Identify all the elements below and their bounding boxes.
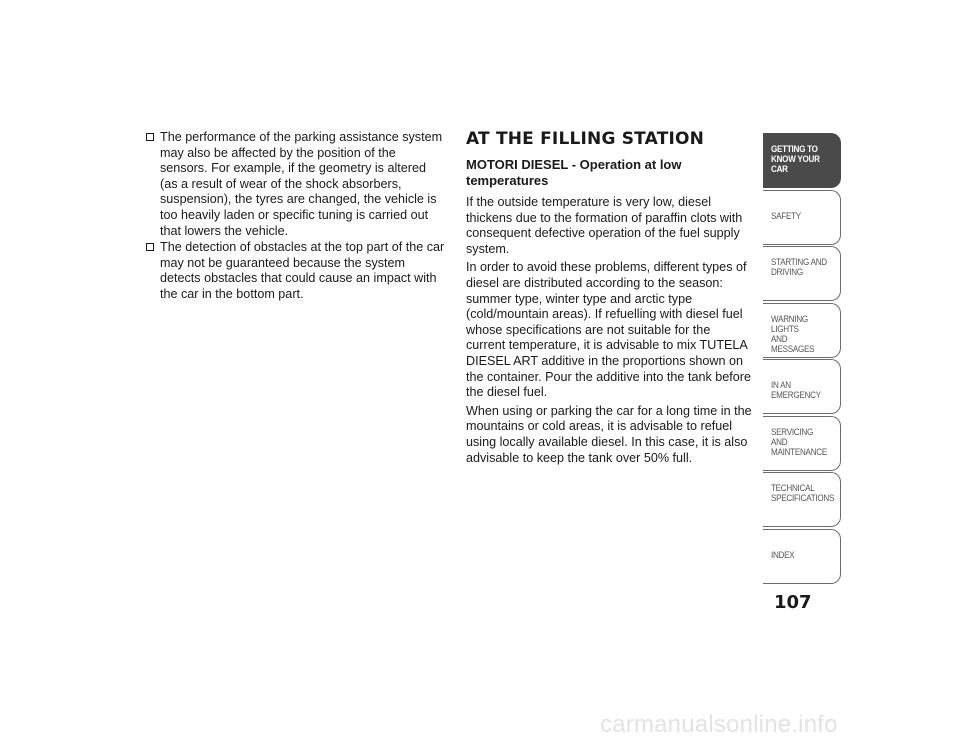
bullet-text: The detection of obstacles at the top part of the car may not be guaranteed because the system detects obstacles that could cause an impact with the car in the bottom part. [160,240,445,301]
page-number: 107 [774,592,812,613]
tab-label: WARNING LIGHTS AND MESSAGES [771,313,815,354]
section-title: AT THE FILLING STATION [466,129,705,149]
bullet-text: The performance of the parking assistance system may also be affected by the position of the sensors. For example, if the geometry is altered (as a result of wear of the shock absorbers, suspension), the tyres are changed, the vehicle is too heavily laden or specific tuning is carried out that lowers the vehicle. [160,130,443,238]
tab-technical-specifications[interactable] [763,472,841,527]
bullet-item [146,240,446,302]
checkbox-bullet-icon [146,133,154,141]
tab-label: TECHNICAL SPECIFICATIONS [771,483,835,503]
tab-label: IN AN EMERGENCY [771,380,821,400]
tab-label: GETTING TO KNOW YOUR CAR [771,144,820,174]
tab-safety[interactable] [763,190,841,245]
tab-starting-and-driving[interactable] [763,246,841,301]
left-column [146,130,446,304]
paragraph: In order to avoid these problems, different types of diesel are distributed according to the season: summer type, winter type and arctic type (cold/mountain areas). If refuelling with diesel fuel whose specifications are not suitable for the current temperature, it is advisable to mix TUTELA DIESEL ART additive in the proportions shown on the container. Pour the additive into the tank before the diesel fuel. [466,260,751,400]
watermark: carmanualsonline.info [600,711,838,738]
tab-servicing-and-maintenance[interactable] [763,416,841,471]
tab-in-an-emergency[interactable] [763,359,841,414]
paragraph: When using or parking the car for a long time in the mountains or cold areas, it is advisable to refuel using locally available diesel. In this case, it is also advisable to keep the tank over 50% full. [466,403,752,465]
tab-label: SAFETY [771,210,801,221]
right-column [466,128,752,469]
tab-getting-to-know-your-car[interactable] [763,133,841,188]
tab-index[interactable] [763,529,841,584]
chapter-tabs [763,133,841,585]
tab-label: SERVICING AND MAINTENANCE [771,426,827,457]
bullet-item [146,130,446,239]
paragraph: If the outside temperature is very low, diesel thickens due to the formation of paraffin clots with consequent defective operation of the fuel supply system. [466,195,743,256]
tab-label: INDEX [771,549,795,560]
tab-label: STARTING AND DRIVING [771,257,827,277]
subsection-title: MOTORI DIESEL - Operation at low temperatures [466,157,682,188]
tab-warning-lights[interactable] [763,303,841,358]
checkbox-bullet-icon [146,243,154,251]
